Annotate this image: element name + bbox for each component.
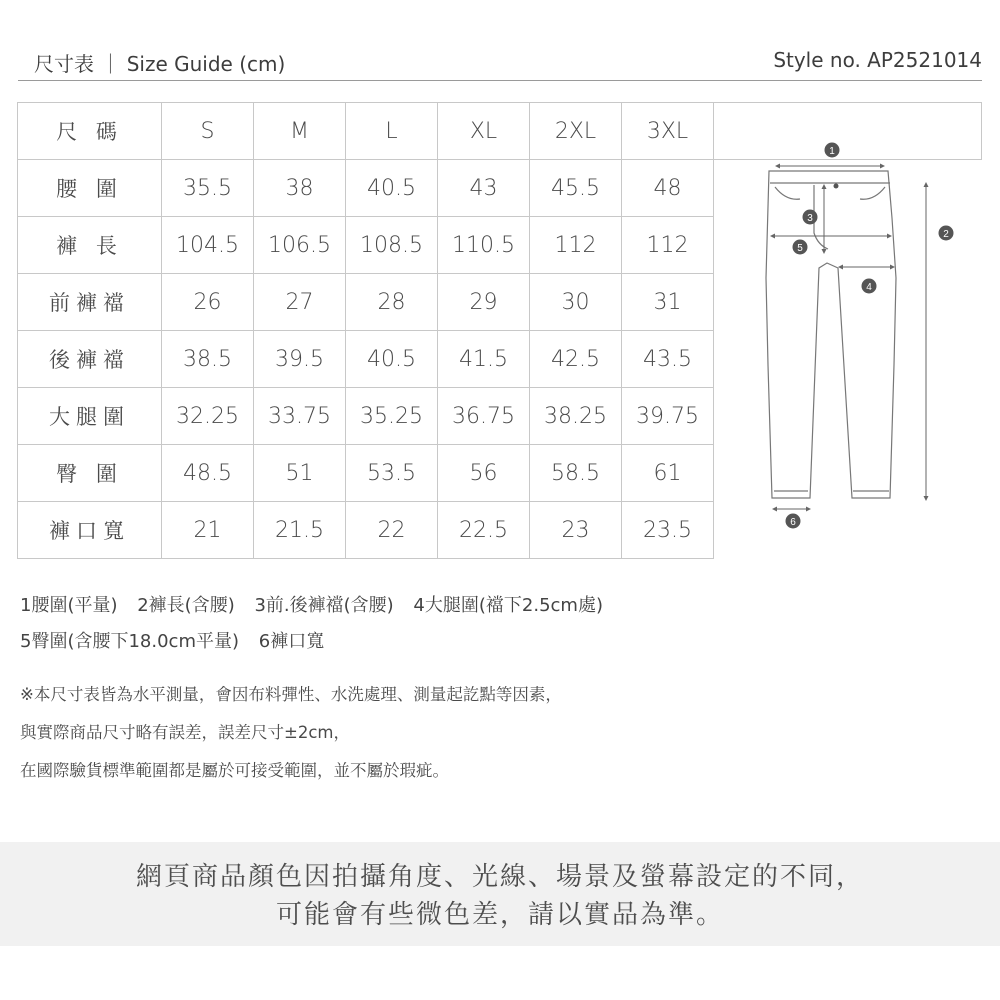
measurement-value: 42.5 [530,331,622,388]
measurement-label: 褲 長 [18,217,162,274]
svg-text:5: 5 [797,243,803,254]
size-table [17,102,982,559]
measurement-value: 43.5 [622,331,714,388]
measurement-value: 22 [346,502,438,559]
legend-item: 5臀圍(含腰下18.0cm平量) [20,631,240,652]
pants-outline [766,171,896,498]
style-number: Style no. AP2521014 [773,48,982,72]
measurement-value: 33.75 [254,388,346,445]
measurement-value: 104.5 [162,217,254,274]
measurement-value: 23 [530,502,622,559]
measurement-label: 腰 圍 [18,160,162,217]
marker-6 [786,514,801,529]
legend-item: 1腰圍(平量) [20,595,118,616]
pants-diagram [714,103,981,566]
measurement-value: 43 [438,160,530,217]
measurement-value: 38.25 [530,388,622,445]
measurement-value: 56 [438,445,530,502]
measurement-value: 48 [622,160,714,217]
measurement-value: 53.5 [346,445,438,502]
banner-line-2: 可能會有些微色差，請以實品為準。 [275,900,724,930]
measurement-value: 31 [622,274,714,331]
measurement-label: 大腿圍 [18,388,162,445]
legend-item: 3前.後褲襠(含腰) [254,595,394,616]
measurement-value: 39.75 [622,388,714,445]
measurement-value: 45.5 [530,160,622,217]
measurement-value: 28 [346,274,438,331]
note-line: 與實際商品尺寸略有誤差，誤差尺寸±2cm， [20,723,350,742]
legend-item: 2褲長(含腰) [137,595,235,616]
size-xl: XL [438,103,530,160]
measurement-value: 112 [530,217,622,274]
marker-5 [793,240,808,255]
measurement-value: 40.5 [346,331,438,388]
measurement-notes [20,676,562,790]
size-header-row [18,103,982,160]
measurement-value: 38 [254,160,346,217]
svg-text:4: 4 [866,282,872,293]
measurement-value: 38.5 [162,331,254,388]
banner-line-1: 網頁商品顏色因拍攝角度、光線、場景及螢幕設定的不同， [135,862,864,892]
size-m: M [254,103,346,160]
marker-2 [939,226,954,241]
measurement-value: 61 [622,445,714,502]
svg-text:6: 6 [790,517,796,528]
measurement-value: 23.5 [622,502,714,559]
measurement-value: 29 [438,274,530,331]
measurement-value: 41.5 [438,331,530,388]
size-label-cell: 尺 碼 [18,103,162,160]
marker-1 [825,143,840,158]
note-line: 在國際驗貨標準範圍都是屬於可接受範圍，並不屬於瑕疵。 [20,761,449,780]
size-s: S [162,103,254,160]
measurement-value: 21.5 [254,502,346,559]
measurement-value: 26 [162,274,254,331]
size-l: L [346,103,438,160]
size-2xl: 2XL [530,103,622,160]
measurement-value: 32.25 [162,388,254,445]
legend-row-1 [20,588,617,624]
measurement-label: 褲口寬 [18,502,162,559]
measurement-value: 22.5 [438,502,530,559]
measurement-value: 35.25 [346,388,438,445]
measurement-value: 108.5 [346,217,438,274]
note-line: ※本尺寸表皆為水平測量，會因布料彈性、水洗處理、測量起訖點等因素， [20,685,562,704]
measurement-value: 48.5 [162,445,254,502]
measurement-value: 112 [622,217,714,274]
marker-3 [803,210,818,225]
measurement-value: 35.5 [162,160,254,217]
color-disclaimer-banner [0,842,1000,946]
size-guide-header [18,40,982,81]
legend-item: 6褲口寬 [258,631,325,652]
measurement-label: 臀 圍 [18,445,162,502]
measurement-value: 51 [254,445,346,502]
measurement-label: 後褲襠 [18,331,162,388]
measurement-label: 前褲襠 [18,274,162,331]
measurement-value: 110.5 [438,217,530,274]
svg-text:1: 1 [829,146,835,157]
marker-4 [862,279,877,294]
measurement-value: 58.5 [530,445,622,502]
measurement-value: 30 [530,274,622,331]
measurement-value: 27 [254,274,346,331]
measurement-legend [20,588,617,660]
measurement-value: 40.5 [346,160,438,217]
measurement-value: 106.5 [254,217,346,274]
legend-row-2 [20,624,617,660]
button-icon [834,184,839,189]
size-3xl: 3XL [622,103,714,160]
legend-item: 4大腿圍(襠下2.5cm處) [413,595,603,616]
svg-text:3: 3 [807,213,813,224]
size-guide-title: 尺寸表 ｜ Size Guide (cm) [34,52,286,76]
svg-text:2: 2 [943,229,949,240]
measurement-value: 36.75 [438,388,530,445]
pants-diagram-cell [714,103,982,528]
measurement-value: 39.5 [254,331,346,388]
measurement-value: 21 [162,502,254,559]
